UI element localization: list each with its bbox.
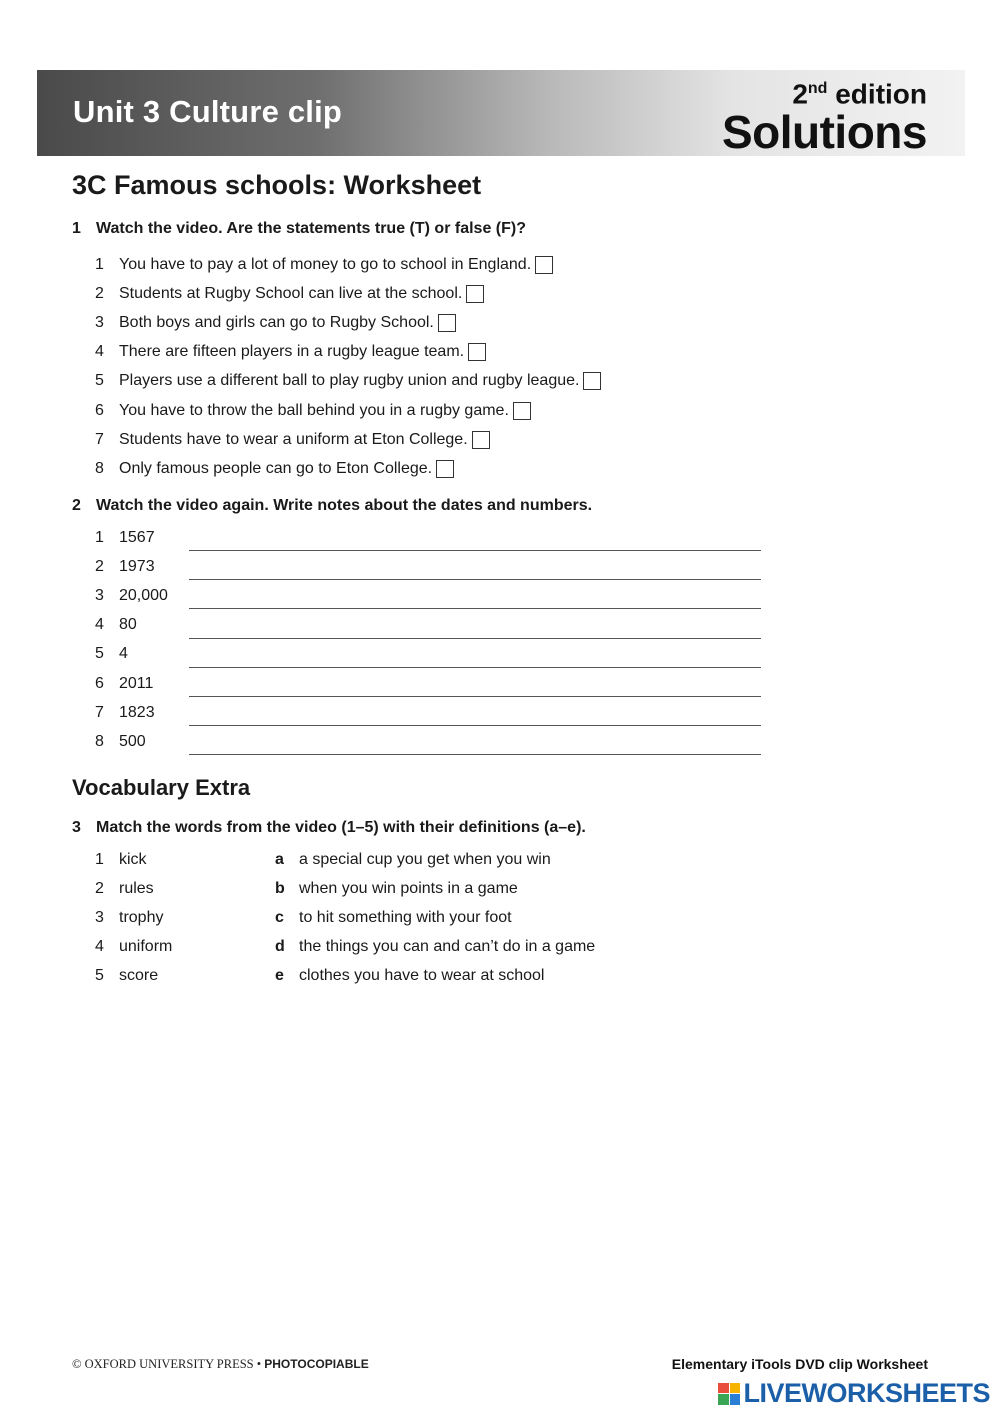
header-banner	[37, 70, 965, 159]
notes-list	[95, 523, 761, 757]
answer-box[interactable]	[468, 343, 486, 361]
statement-item	[95, 367, 601, 396]
item-number: 3	[95, 908, 104, 926]
statement-text: Only famous people can go to Eton College.	[119, 459, 433, 477]
item-number: 8	[95, 732, 104, 750]
statement-text: You have to throw the ball behind you in a rugby game.	[119, 401, 509, 419]
statement-item	[95, 338, 601, 367]
match-row	[95, 874, 595, 903]
item-number: 8	[95, 459, 104, 477]
statement-item	[95, 454, 601, 483]
statement-text: Students at Rugby School can live at the school.	[119, 284, 463, 302]
note-answer-input[interactable]	[189, 703, 761, 726]
match-row	[95, 962, 595, 991]
vocab-word: trophy	[119, 908, 164, 926]
definition-text: to hit something with your foot	[299, 908, 512, 926]
item-number: 4	[95, 616, 104, 634]
statement-item	[95, 396, 601, 425]
true-false-list	[95, 250, 601, 484]
answer-box[interactable]	[513, 402, 531, 420]
statement-text: Players use a different ball to play rugby union and rugby league.	[119, 372, 580, 390]
item-number: 3	[95, 586, 104, 604]
item-number: 5	[95, 967, 104, 985]
logo-square	[718, 1394, 729, 1405]
item-number: 3	[95, 313, 104, 331]
item-number: 7	[95, 430, 104, 448]
note-value: 4	[119, 645, 128, 663]
exercise-1-instruction: 1 Watch the video. Are the statements true (T) or false (F)?	[72, 220, 526, 237]
unit-title: Unit 3 Culture clip	[73, 94, 343, 129]
statement-item	[95, 425, 601, 454]
item-number: 1	[95, 255, 104, 273]
brand-name: Solutions	[721, 106, 927, 159]
item-number: 5	[95, 645, 104, 663]
item-number: 4	[95, 343, 104, 361]
brand-logo	[721, 74, 927, 159]
matching-list	[95, 845, 595, 991]
answer-box[interactable]	[436, 460, 454, 478]
statement-text: There are fifteen players in a rugby league team.	[119, 343, 465, 361]
vocab-word: score	[119, 967, 159, 985]
note-answer-input[interactable]	[189, 557, 761, 580]
note-answer-input[interactable]	[189, 645, 761, 668]
note-answer-input[interactable]	[189, 616, 761, 639]
vocab-word: uniform	[119, 938, 173, 956]
item-number: 4	[95, 938, 104, 956]
match-row	[95, 903, 595, 932]
definition-letter: c	[275, 908, 284, 926]
liveworksheets-watermark	[718, 1378, 990, 1409]
note-item	[95, 581, 761, 610]
note-answer-input[interactable]	[189, 586, 761, 609]
answer-box[interactable]	[583, 372, 601, 390]
vocab-word: rules	[119, 879, 154, 897]
edition-label: 2nd edition	[792, 78, 927, 110]
note-answer-input[interactable]	[189, 528, 761, 551]
note-value: 20,000	[119, 586, 168, 604]
match-row	[95, 933, 595, 962]
statement-item	[95, 308, 601, 337]
statement-text: Students have to wear a uniform at Eton College.	[119, 430, 468, 448]
definition-letter: d	[275, 938, 285, 956]
note-value: 1823	[119, 703, 155, 721]
watermark-text: LIVEWORKSHEETS	[743, 1378, 990, 1408]
match-row	[95, 845, 595, 874]
statement-text: You have to pay a lot of money to go to school in England.	[119, 255, 532, 273]
item-number: 6	[95, 401, 104, 419]
answer-box[interactable]	[535, 256, 553, 274]
vocab-word: kick	[119, 850, 147, 868]
note-item	[95, 552, 761, 581]
note-item	[95, 640, 761, 669]
note-value: 500	[119, 732, 146, 750]
footer-worksheet-type: Elementary iTools DVD clip Worksheet	[671, 1356, 928, 1372]
logo-square	[730, 1383, 741, 1394]
statement-item	[95, 279, 601, 308]
note-answer-input[interactable]	[189, 674, 761, 697]
statement-text: Both boys and girls can go to Rugby School.	[119, 313, 434, 331]
worksheet-title: 3C Famous schools: Worksheet	[72, 170, 482, 200]
answer-box[interactable]	[466, 285, 484, 303]
item-number: 1	[95, 528, 104, 546]
definition-text: a special cup you get when you win	[299, 850, 551, 868]
note-answer-input[interactable]	[189, 732, 761, 755]
answer-box[interactable]	[438, 314, 456, 332]
note-item	[95, 727, 761, 756]
exercise-2-instruction: 2 Watch the video again. Write notes about the dates and numbers.	[72, 497, 593, 514]
vocabulary-title: Vocabulary Extra	[72, 775, 251, 800]
definition-text: when you win points in a game	[299, 879, 518, 897]
answer-box[interactable]	[472, 431, 490, 449]
item-number: 5	[95, 372, 104, 390]
note-value: 80	[119, 616, 137, 634]
note-item	[95, 669, 761, 698]
exercise-3-instruction: 3 Match the words from the video (1–5) with their definitions (a–e).	[72, 819, 586, 836]
item-number: 2	[95, 879, 104, 897]
liveworksheets-logo-icon	[718, 1383, 740, 1405]
note-value: 2011	[119, 674, 154, 692]
footer-copyright: © OXFORD UNIVERSITY PRESS • PHOTOCOPIABLE	[72, 1357, 369, 1371]
item-number: 2	[95, 284, 104, 302]
note-value: 1567	[119, 528, 155, 546]
note-item	[95, 523, 761, 552]
statement-item	[95, 250, 601, 279]
item-number: 2	[95, 557, 104, 575]
item-number: 6	[95, 674, 104, 692]
note-item	[95, 611, 761, 640]
note-item	[95, 698, 761, 727]
item-number: 1	[95, 850, 104, 868]
definition-letter: b	[275, 879, 285, 897]
definition-letter: a	[275, 850, 284, 868]
item-number: 7	[95, 703, 104, 721]
definition-letter: e	[275, 967, 284, 985]
logo-square	[718, 1383, 729, 1394]
definition-text: clothes you have to wear at school	[299, 967, 545, 985]
logo-square	[730, 1394, 741, 1405]
definition-text: the things you can and can’t do in a game	[299, 938, 596, 956]
note-value: 1973	[119, 557, 155, 575]
